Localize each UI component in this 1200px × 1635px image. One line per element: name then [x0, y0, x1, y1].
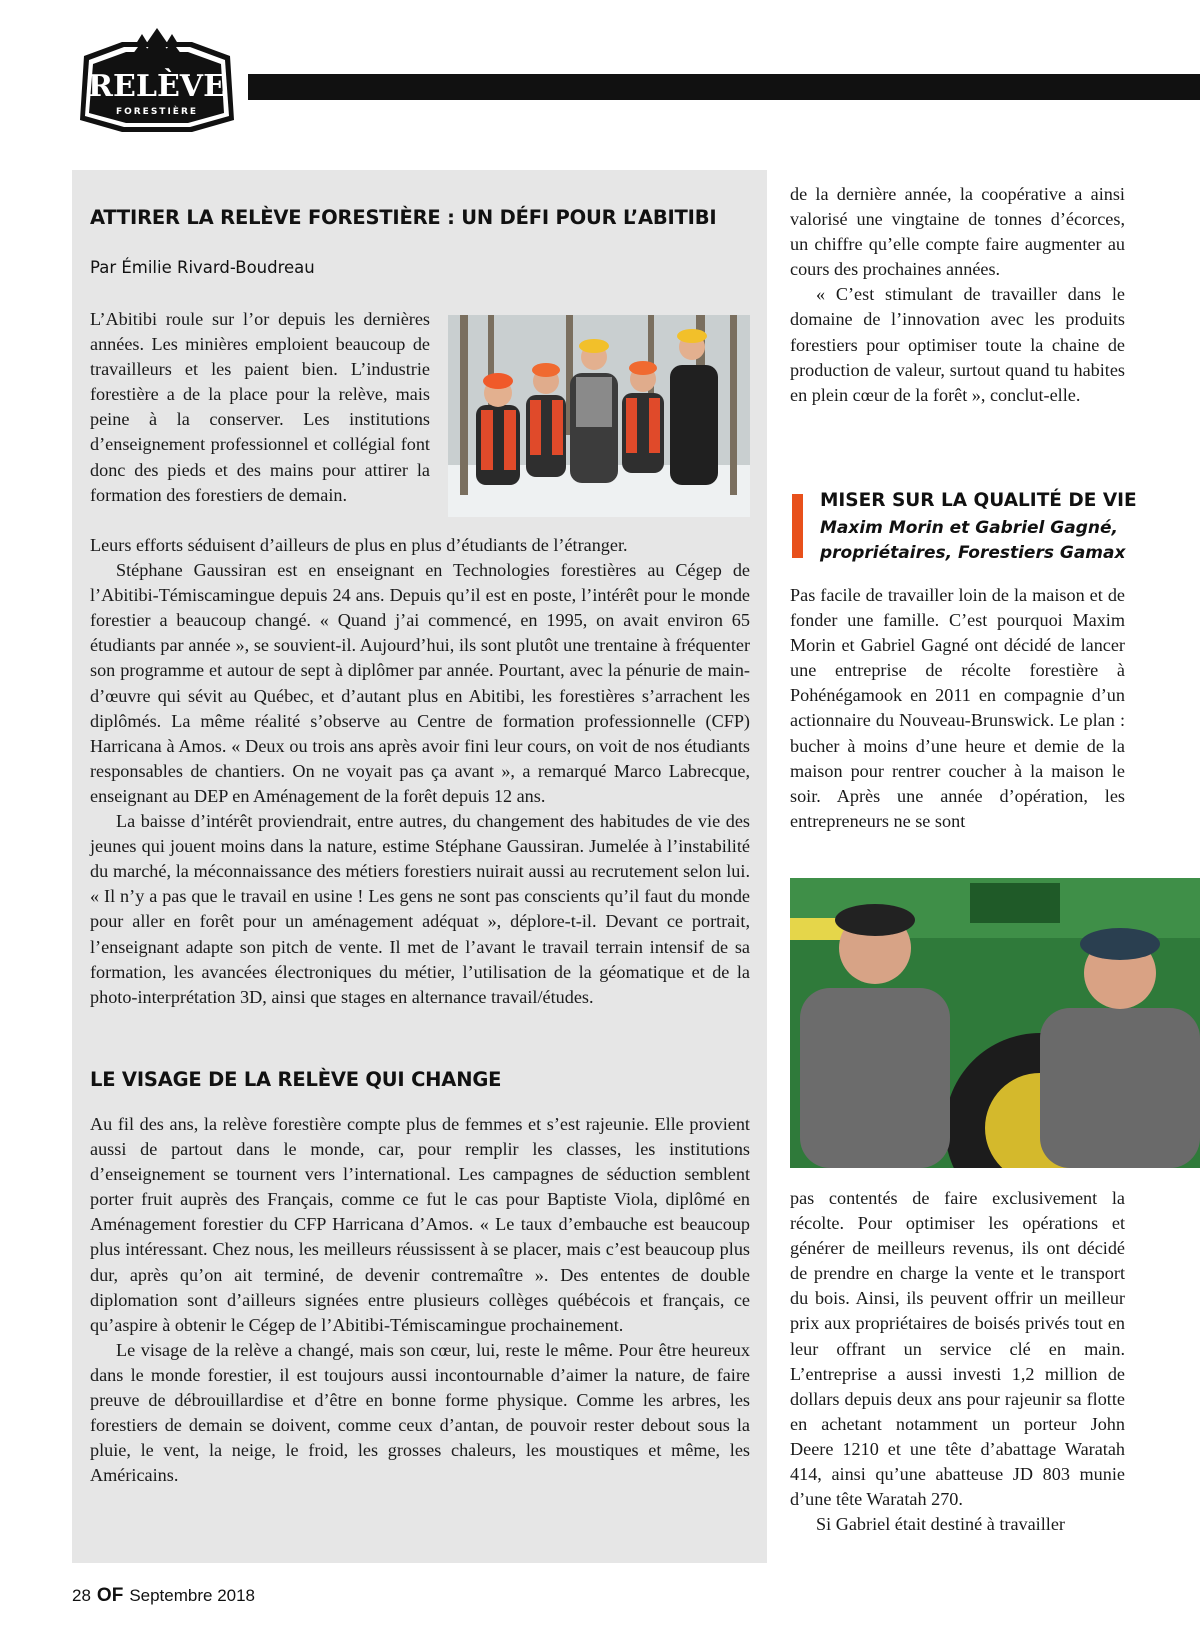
sidebar-subtitle-line: propriétaires, Forestiers Gamax [820, 543, 1126, 563]
sidebar-subtitle [820, 516, 1125, 566]
page-number: 28 [72, 1586, 91, 1605]
sidebar-subtitle-line: Maxim Morin et Gabriel Gagné, [820, 518, 1118, 538]
sidebar-title: MISER SUR LA QUALITÉ DE VIE [820, 490, 1137, 511]
article-paragraph: « C’est stimulant de travailler dans le domaine de l’innovation avec les produits forestiers pour optimiser toute la chaine de production de valeur, surtout quand tu habites en plein cœur de la forêt », conclut-elle. [790, 284, 1125, 405]
releve-forestiere-logo [72, 28, 242, 140]
previous-article-continuation [790, 182, 1125, 408]
article-byline: Par Émilie Rivard-Boudreau [90, 258, 315, 277]
magazine-name: OF [96, 1585, 124, 1606]
logo-subtitle: FORESTIÈRE [115, 107, 199, 117]
article-paragraph: pas contentés de faire exclusivement la récolte. Pour optimiser les opérations et générer de meilleurs revenus, ils ont décidé de prendre en charge la vente et le transport du bois. Ainsi, ils peuvent offrir un meilleur prix aux propriétaires de boisés privés tout en leur offrant un service clé en main. L’entreprise a aussi investi 1,2 million de dollars depuis deux ans pour rajeunir sa flotte en achetant notamment un porteur John Deere 1210 et une tête d’abattage Waratah 414, ainsi qu’une abatteuse JD 803 munie d’une tête Waratah 270. [790, 1188, 1125, 1510]
article-paragraph: Au fil des ans, la relève forestière compte plus de femmes et s’est rajeunie. Elle provient aussi de partout dans le monde, car, pour remplir les classes, les institutions d’enseignement se tournent vers l’international. Les campagnes de séduction semblent porter fruit auprès des Français, comme ce fut le cas pour Baptiste Viola, diplômé en Aménagement forestier du CFP Harricana d’Amos. « Le taux d’embauche est beaucoup plus intéressant. Chez nous, les meilleurs réussissent à se placer, mais c’est beaucoup plus dur, après qu’on ait terminé, de devenir contremaître ». Des ententes de double diplomation sont d’ailleurs signées entre plusieurs collèges québécois et français, ce qu’aspire à obtenir le Cégep de l’Abitibi-Témiscamingue prochainement. [90, 1114, 750, 1335]
article-paragraph: Le visage de la relève a changé, mais son cœur, lui, reste le même. Pour être heureux dans le monde forestier, il est toujours aussi incontournable d’aimer la nature, de faire preuve de débrouillardise et d’être en bonne forme physique. Comme les arbres, les forestiers de demain se doivent, comme ceux d’antan, de pouvoir rester debout sous la pluie, le vent, la neige, le froid, les grosses chaleurs, les moustiques et même, les Américains. [90, 1339, 750, 1486]
students-photo [448, 315, 750, 517]
article-paragraph: de la dernière année, la coopérative a ainsi valorisé une vingtaine de tonnes d’écorces, un chiffre qu’elle compte faire augmenter au cours des prochaines années. [790, 184, 1125, 280]
intro-paragraph: L’Abitibi roule sur l’or depuis les dernières années. Les minières emploient beaucoup de travailleurs et les paient bien. L’industrie forestière a de la place pour la relève, mais peine à la conserver. Les institutions d’enseignement professionnel et collégial font donc des pieds et des mains pour attirer la formation des forestiers de demain. [90, 309, 430, 505]
intro-continuation: Leurs efforts séduisent d’ailleurs de plus en plus d’étudiants de l’étranger. [90, 535, 628, 555]
sidebar-body-continued [790, 1186, 1125, 1537]
article-title: ATTIRER LA RELÈVE FORESTIÈRE : UN DÉFI POUR L’ABITIBI [90, 206, 717, 229]
article-intro [90, 307, 430, 508]
article-paragraph: Stéphane Gaussiran est en enseignant en Technologies forestières au Cégep de l’Abitibi-Témiscamingue depuis 24 ans. Depuis qu’il est en poste, l’intérêt pour le monde forestier a beaucoup changé. « Quand j’ai commencé, en 1995, on avait environ 65 étudiants par année », se souvient-il. Aujourd’hui, ils sont plutôt une trentaine à fréquenter son programme et autour de sept à diplômer par année. Pourtant, avec la pénurie de main-d’œuvre qui sévit au Québec, et d’autant plus en Abitibi, les forestières s’arrachent les diplômés. La même réalité s’observe au Centre de formation professionnelle (CFP) Harricana à Amos. « Deux ou trois ans après avoir fini leur cours, on voit de nos étudiants responsables de chantiers. On ne voyait pas ça avant », a remarqué Marco Labrecque, enseignant au DEP en Aménagement de la forêt depuis 12 ans. [90, 560, 750, 806]
header-bar [248, 74, 1200, 100]
article-section-2 [90, 1112, 750, 1488]
article-paragraph: Pas facile de travailler loin de la maison et de fonder une famille. C’est pourquoi Maxim Morin et Gabriel Gagné ont décidé de lancer une entreprise de récolte forestière à Pohénégamook en 2011 en compagnie d’un actionnaire du Nouveau-Brunswick. Le plan : bucher à moins d’une heure et demie de la maison pour rentrer coucher à la maison le soir. Après une année d’opération, les entrepreneurs ne se sont [790, 585, 1125, 831]
page-footer [72, 1585, 255, 1607]
article-paragraph: La baisse d’intérêt proviendrait, entre autres, du changement des habitudes de vie des jeunes qui jouent moins dans la nature, estime Stéphane Gaussiran. Jumelée à l’instabilité du marché, la méconnaissance des métiers forestiers nuirait aussi au recrutement selon lui. « Il n’y a pas que le travail en usine ! Les gens ne sont pas conscients qu’il faut du monde pour aller en forêt pour un aménagement adéquat », déplore-t-il. Devant ce portrait, l’enseignant adapte son pitch de vente. Il met de l’avant le travail terrain intensif de sa formation, les avancées électroniques du métier, l’utilisation de la géomatique et de la photo-interprétation 3D, ainsi que stages en alternance travail/études. [90, 811, 750, 1007]
tree-icon [132, 28, 182, 55]
article-body [90, 533, 750, 1010]
section-title: LE VISAGE DE LA RELÈVE QUI CHANGE [90, 1068, 502, 1091]
logo-title: RELÈVE [88, 69, 226, 104]
owners-photo [790, 878, 1200, 1168]
accent-bar [792, 494, 803, 558]
article-paragraph: Si Gabriel était destiné à travailler [816, 1514, 1065, 1535]
sidebar-body [790, 583, 1125, 834]
issue-date: Septembre 2018 [129, 1586, 256, 1605]
